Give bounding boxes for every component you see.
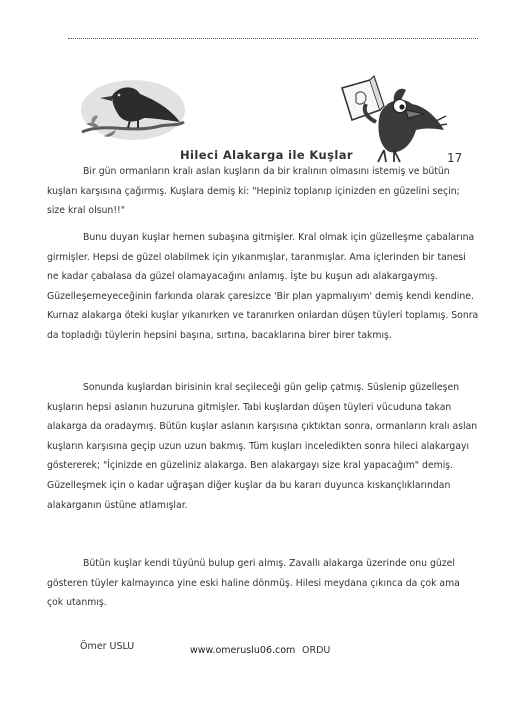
- paragraph-text: Bir gün ormanların kralı aslan kuşların da bir kralının olmasını istemiş ve bütün kuşları karşısına çağırmış. Kuşlara demiş ki: "Hepiniz toplanıp içinizden en güzelini seçin; size kral olsun!!": [47, 166, 460, 217]
- paragraph-text: Bütün kuşlar kendi tüyünü bulup geri almış. Zavallı alakarga üzerinde onu güzel gösteren tüyler kalmayınca yine eski haline dönmüş. Hilesi meydana çıkınca da çok ama çok utanmış.: [47, 558, 460, 609]
- footer-city: ORDU: [302, 645, 331, 656]
- dotted-rule: [68, 38, 478, 39]
- paragraph-1: [47, 162, 479, 221]
- paragraph-text: Sonunda kuşlardan birisinin kral seçileceği gün gelip çatmış. Süslenip güzelleşen kuşların hepsi aslanın huzuruna gitmişler. Tabi kuşlardan düşen tüyleri vücuduna takan alakarga da oradaymış. Bütün kuşlar aslanın karşısına çıktıktan sonra, ormanların kralı aslan kuşların karşısına geçip uzun uzun bakmış. Tüm kuşları inceledikten sonra hileci alakargayı göstererek; "İçinizde en güzeliniz alakarga. Ben alakargayı size kral yapacağım" demiş. Güzelleşmek için o kadar uğraşan diğer kuşlar da bu kararı duyunca kıskançlıklarından alakarganın üstüne atlamışlar.: [47, 382, 478, 511]
- paragraph-4: [47, 554, 479, 613]
- paragraph-2: [47, 228, 479, 346]
- footer-website: www.omeruslu06.com: [190, 645, 296, 656]
- footer-author: Ömer USLU: [80, 641, 135, 652]
- story-title: Hileci Alakarga ile Kuşlar: [180, 148, 353, 162]
- paragraph-3: [47, 378, 479, 515]
- paragraph-text: Bunu duyan kuşlar hemen subaşına gitmişler. Kral olmak için güzelleşme çabalarına girmişler. Hepsi de güzel olabilmek için yıkanmışlar, taranmışlar. Ama içlerinden bir tanesi ne kadar çabalasa da güzel olamayacağını anlamış. İşte bu kuşun adı alakargaymış. Güzelleşemeyeceğinin farkında olarak çaresizce 'Bir plan yapmalıyım' demiş kendi kendine. Kurnaz alakarga öteki kuşlar yıkanırken ve taranırken onlardan düşen tüyleri toplamış. Sonra da topladığı tüylerin hepsini başına, sırtına, bacaklarına birer birer takmış.: [47, 232, 479, 341]
- crow-on-branch-illustration: [78, 72, 188, 144]
- page-number: 17: [447, 151, 463, 165]
